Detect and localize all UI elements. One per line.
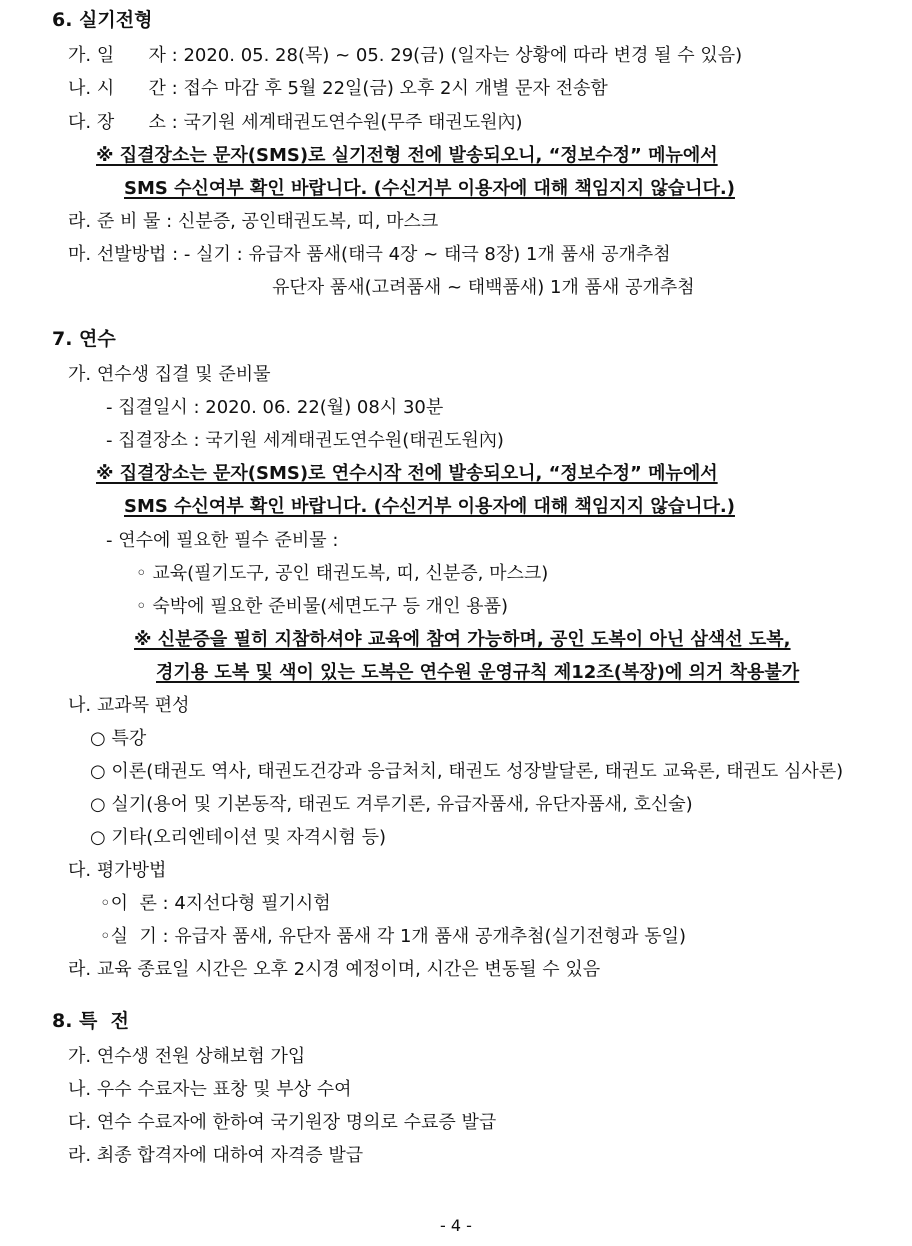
section-7-curriculum-lecture: ○ 특강 [90,728,147,749]
section-7-curriculum-theory: ○ 이론(태권도 역사, 태권도건강과 응급처치, 태권도 성장발달론, 태권도 교육론, 태권도 심사론) [90,761,844,782]
section-7-gathering-place: - 집결장소 : 국기원 세계태권도연수원(태권도원內) [106,430,504,451]
section-7-item-education: ◦ 교육(필기도구, 공인 태권도복, 띠, 신분증, 마스크) [136,563,549,584]
section-8-heading: 8. 특 전 [52,1010,129,1032]
section-7-heading: 7. 연수 [52,328,116,350]
page-number: - 4 - [440,1216,472,1235]
section-7-evaluation-theory: ◦이 론 : 4지선다형 필기시험 [100,893,331,914]
section-6-date: 가. 일 자 : 2020. 05. 28(목) ~ 05. 29(금) (일자는 상황에 따라 변경 될 수 있음) [68,45,743,66]
section-6-selection-cont: 유단자 품새(고려품새 ~ 태백품새) 1개 품새 공개추첨 [272,277,695,298]
section-7-curriculum-other: ○ 기타(오리엔테이션 및 자격시험 등) [90,827,387,848]
section-7-id-notice-line-2: 경기용 도복 및 색이 있는 도복은 연수원 운영규칙 제12조(복장)에 의거 착용불가 [156,662,800,683]
section-8-award: 나. 우수 수료자는 표창 및 부상 수여 [68,1079,352,1100]
section-7-required-items: - 연수에 필요한 필수 준비물 : [106,530,339,551]
section-6-notice-line-1: ※ 집결장소는 문자(SMS)로 실기전형 전에 발송되오니, “정보수정” 메뉴에서 [96,145,718,166]
section-7-gathering-date: - 집결일시 : 2020. 06. 22(월) 08시 30분 [106,397,444,418]
section-7-curriculum-practice: ○ 실기(용어 및 기본동작, 태권도 겨루기론, 유급자품새, 유단자품새, 호신술) [90,794,693,815]
section-7-item-lodging: ◦ 숙박에 필요한 준비물(세면도구 등 개인 용품) [136,596,508,617]
section-6-place: 다. 장 소 : 국기원 세계태권도연수원(무주 태권도원內) [68,112,523,133]
section-7-gathering: 가. 연수생 집결 및 준비물 [68,364,271,385]
section-6-time: 나. 시 간 : 접수 마감 후 5월 22일(금) 오후 2시 개별 문자 전송함 [68,78,608,99]
section-8-certificate: 다. 연수 수료자에 한하여 국기원장 명의로 수료증 발급 [68,1112,497,1133]
section-8-insurance: 가. 연수생 전원 상해보험 가입 [68,1046,306,1067]
section-6-items: 라. 준 비 물 : 신분증, 공인태권도복, 띠, 마스크 [68,211,439,232]
section-7-evaluation-practice: ◦실 기 : 유급자 품새, 유단자 품새 각 1개 품새 공개추첨(실기전형과 동일) [100,926,687,947]
section-7-end-time: 라. 교육 종료일 시간은 오후 2시경 예정이며, 시간은 변동될 수 있음 [68,959,601,980]
section-7-notice-line-2: SMS 수신여부 확인 바랍니다. (수신거부 이용자에 대해 책임지지 않습니다.) [124,496,735,517]
section-8-license: 라. 최종 합격자에 대하여 자격증 발급 [68,1145,364,1166]
section-6-notice-line-2: SMS 수신여부 확인 바랍니다. (수신거부 이용자에 대해 책임지지 않습니다.) [124,178,735,199]
section-7-id-notice-line-1: ※ 신분증을 필히 지참하셔야 교육에 참여 가능하며, 공인 도복이 아닌 삼색선 도복, [134,629,791,650]
section-7-curriculum: 나. 교과목 편성 [68,695,190,716]
section-7-evaluation: 다. 평가방법 [68,860,167,881]
section-7-notice-line-1: ※ 집결장소는 문자(SMS)로 연수시작 전에 발송되오니, “정보수정” 메뉴에서 [96,463,718,484]
section-6-selection: 마. 선발방법 : - 실기 : 유급자 품새(태극 4장 ~ 태극 8장) 1개 품새 공개추첨 [68,244,671,265]
section-6-heading: 6. 실기전형 [52,9,153,31]
